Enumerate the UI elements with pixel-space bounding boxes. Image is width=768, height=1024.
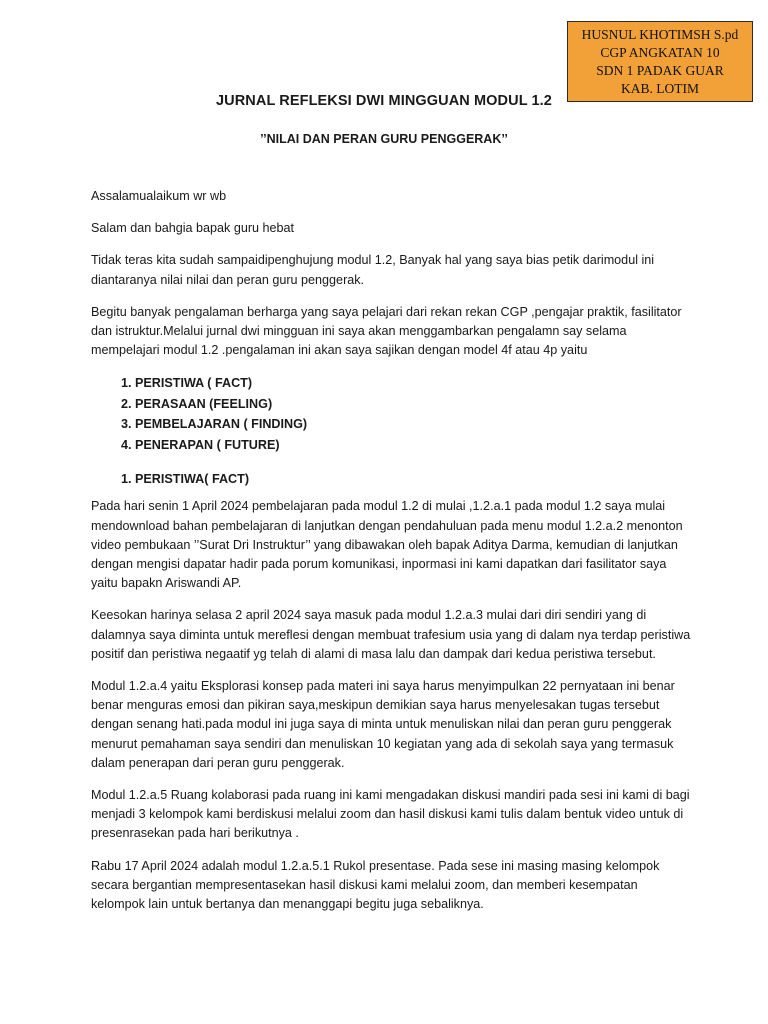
document-body [91, 187, 691, 927]
phase-item: 1. PERISTIWA ( FACT) [135, 373, 691, 394]
section-paragraph: Pada hari senin 1 April 2024 pembelajaran pada modul 1.2 di mulai ,1.2.a.1 pada modul 1.2 saya mulai mendownload bahan pembelajaran di lanjutkan dengan pendahuluan pada menu modul 1.2.a.2 menonton video pembukaan ’’Surat Dri Instruktur’’ yang dibawakan oleh bapak Aditya Darma, kemudian di lanjutkan dengan mengisi dapatar hadir pada porum komunikasi, inpormasi ini kami dapatkan dari fasilitator saya yaitu bapakn Ariswandi AP. [91, 499, 683, 591]
section-paragraph: Modul 1.2.a.5 Ruang kolaborasi pada ruang ini kami mengadakan diskusi mandiri pada sesi ini kami di bagi menjadi 3 kelompok kami berdiskusi melalui zoom dan hasil diskusi kami tulis dalam bentuk video untuk di presenrasekan pada hari berikutnya . [91, 788, 690, 841]
phase-list [91, 373, 691, 455]
section-heading-list [91, 469, 691, 489]
author-school: SDN 1 PADAK GUAR [596, 63, 724, 78]
author-name: HUSNUL KHOTIMSH S.pd [581, 27, 739, 42]
document-subtitle: ’’NILAI DAN PERAN GURU PENGGERAK’’ [260, 132, 508, 146]
author-cohort: CGP ANGKATAN 10 [600, 45, 720, 60]
salutation: Salam dan bahgia bapak guru hebat [91, 221, 295, 236]
author-region: KAB. LOTIM [621, 81, 699, 96]
phase-item: 3. PEMBELAJARAN ( FINDING) [135, 414, 691, 435]
section-paragraph: Keesokan harinya selasa 2 april 2024 saya masuk pada modul 1.2.a.3 mulai dari diri sendiri yang di dalamnya saya diminta untuk mereflesi dengan membuat trafesium usia yang di dalam nya terdap peristiwa positif dan peristiwa negaatif yg telah di alami di masa lalu dan dampak dari kedua peristiwa tersebut. [91, 608, 691, 661]
intro-paragraph: Begitu banyak pengalaman berharga yang saya pelajari dari rekan rekan CGP ,pengajar praktik, fasilitator dan istruktur.Melalui jurnal dwi mingguan ini saya akan menggambarkan pengalamn say selama mempelajari modul 1.2 .pengalaman ini akan saya sajikan dengan model 4f atau 4p yaitu [91, 304, 682, 358]
document-title: JURNAL REFLEKSI DWI MINGGUAN MODUL 1.2 [216, 93, 552, 109]
author-info-box [567, 21, 753, 102]
phase-item: 2. PERASAAN (FEELING) [135, 394, 691, 415]
section-paragraph: Modul 1.2.a.4 yaitu Eksplorasi konsep pada materi ini saya harus menyimpulkan 22 pernyataan ini benar benar menguras emosi dan pikiran saya,meskipun demikian saya harus menyelesakan tugas tersebut dengan senang hati.pada modul ini juga saya di minta untuk menuliskan nilai dan peran guru penggerak menurut pemahaman saya sendiri dan menuliskan 10 kegiatan yang ada di sekolah saya yang termasuk dalam penerapan dari peran guru penggerak. [91, 679, 675, 770]
section-heading: 1. PERISTIWA( FACT) [135, 469, 691, 489]
intro-paragraph: Tidak teras kita sudah sampaidipenghujung modul 1.2, Banyak hal yang saya bias petik darimodul ini diantaranya nilai nilai dan peran guru penggerak. [91, 253, 655, 287]
section-paragraph: Rabu 17 April 2024 adalah modul 1.2.a.5.1 Rukol presentase. Pada sese ini masing masing kelompok secara bergantian mempresentasekan hasil diskusi kami melalui zoom, dan memberi kesempatan kelompok lain untuk bertanya dan menanggapi begitu juga sebaliknya. [91, 858, 660, 912]
greeting: Assalamualaikum wr wb [91, 189, 227, 203]
phase-item: 4. PENERAPAN ( FUTURE) [135, 435, 691, 456]
